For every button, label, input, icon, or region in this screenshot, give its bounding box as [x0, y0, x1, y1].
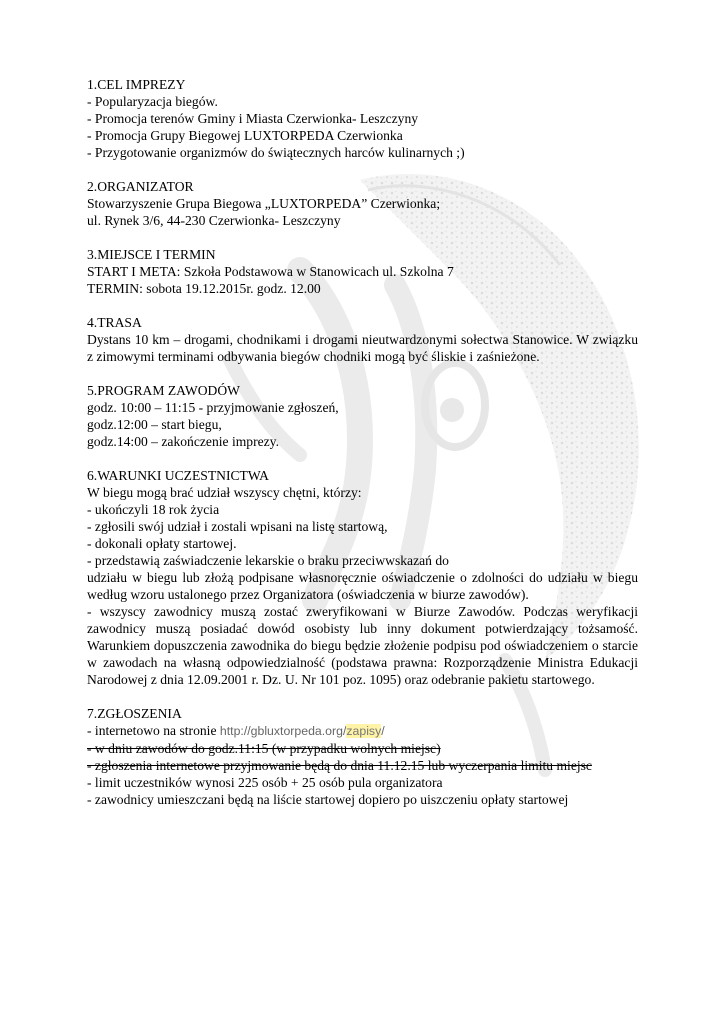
registration-url-tail: /: [381, 724, 385, 738]
section-heading: 5.PROGRAM ZAWODÓW: [87, 383, 240, 398]
list-item: - zawodnicy umieszczani będą na liście startowej dopiero po uiszczeniu opłaty startowej: [87, 792, 569, 807]
document-body: [87, 76, 638, 825]
online-prefix: - internetowo na stronie: [87, 723, 220, 738]
list-item: - przedstawią zaświadczenie lekarskie o braku przeciwwskazań do: [87, 553, 449, 568]
event-date: TERMIN: sobota 19.12.2015r. godz. 12.00: [87, 281, 321, 296]
conditions-paragraph: udziału w biegu lub złożą podpisane własnoręcznie oświadczenie o zdolności do udziału w biegu według wzoru ustalonego przez Organizatora (oświadczenia w biurze zawodów).: [87, 570, 638, 602]
registration-link[interactable]: [220, 724, 385, 738]
organizer-name: Stowarzyszenie Grupa Biegowa „LUXTORPEDA” Czerwionka;: [87, 196, 441, 211]
section-heading: 6.WARUNKI UCZESTNICTWA: [87, 468, 269, 483]
section-heading: 7.ZGŁOSZENIA: [87, 706, 182, 721]
registration-url: http://gbluxtorpeda.org/: [219, 724, 347, 738]
schedule-item: godz.14:00 – zakończenie imprezy.: [87, 434, 279, 449]
schedule-item: godz. 10:00 – 11:15 - przyjmowanie zgłoszeń,: [87, 400, 339, 415]
list-item: - Popularyzacja biegów.: [87, 94, 218, 109]
section-cel: [87, 76, 638, 161]
start-location: START I META: Szkoła Podstawowa w Stanowicach ul. Szkolna 7: [87, 264, 454, 279]
list-item: - zgłosili swój udział i zostali wpisani na listę startową,: [87, 519, 388, 534]
struck-item: - zgłoszenia internetowe przyjmowanie będą do dnia 11.12.15 lub wyczerpania limitu miejsc: [87, 758, 592, 773]
section-miejsce: [87, 246, 638, 297]
online-registration: [87, 722, 638, 740]
list-item: - dokonali opłaty startowej.: [87, 536, 237, 551]
list-item: - ukończyli 18 rok życia: [87, 502, 220, 517]
section-program: [87, 382, 638, 450]
section-heading: 3.MIEJSCE I TERMIN: [87, 247, 216, 262]
section-zgloszenia: [87, 705, 638, 808]
section-heading: 2.ORGANIZATOR: [87, 179, 194, 194]
organizer-address: ul. Rynek 3/6, 44-230 Czerwionka- Leszczyny: [87, 213, 341, 228]
list-item: W biegu mogą brać udział wszyscy chętni, którzy:: [87, 485, 362, 500]
list-item: - Promocja Grupy Biegowej LUXTORPEDA Czerwionka: [87, 128, 403, 143]
section-heading: 4.TRASA: [87, 315, 142, 330]
section-heading: 1.CEL IMPREZY: [87, 77, 186, 92]
registration-url-highlight: zapisy: [346, 724, 382, 738]
verification-paragraph: - wszyscy zawodnicy muszą zostać zweryfikowani w Biurze Zawodów. Podczas weryfikacji zawodnicy muszą posiadać dowód osobisty lub inny dokument potwierdzający tożsamość. Warunkiem dopuszczenia zawodnika do biegu będzie złożenie podpisu pod oświadczeniem o starcie w zawodach na własną odpowiedzialność (podstawa prawna: Rozporządzenie Ministra Edukacji Narodowej z dnia 12.09.2001 r. Dz. U. Nr 101 poz. 1095) oraz odebranie pakietu startowego.: [87, 604, 638, 687]
list-item: - limit uczestników wynosi 225 osób + 25 osób pula organizatora: [87, 775, 443, 790]
section-organizator: [87, 178, 638, 229]
list-item: - Promocja terenów Gminy i Miasta Czerwionka- Leszczyny: [87, 111, 419, 126]
struck-item: - w dniu zawodów do godz.11:15 (w przypadku wolnych miejsc): [87, 741, 441, 756]
list-item: - Przygotowanie organizmów do świątecznych harców kulinarnych ;): [87, 145, 465, 160]
section-trasa: [87, 314, 638, 365]
schedule-item: godz.12:00 – start biegu,: [87, 417, 222, 432]
section-warunki: [87, 467, 638, 688]
route-description: Dystans 10 km – drogami, chodnikami i drogami nieutwardzonymi sołectwa Stanowice. W związku z zimowymi terminami odbywania biegów chodniki mogą być śliskie i zaśnieżone.: [87, 332, 638, 364]
